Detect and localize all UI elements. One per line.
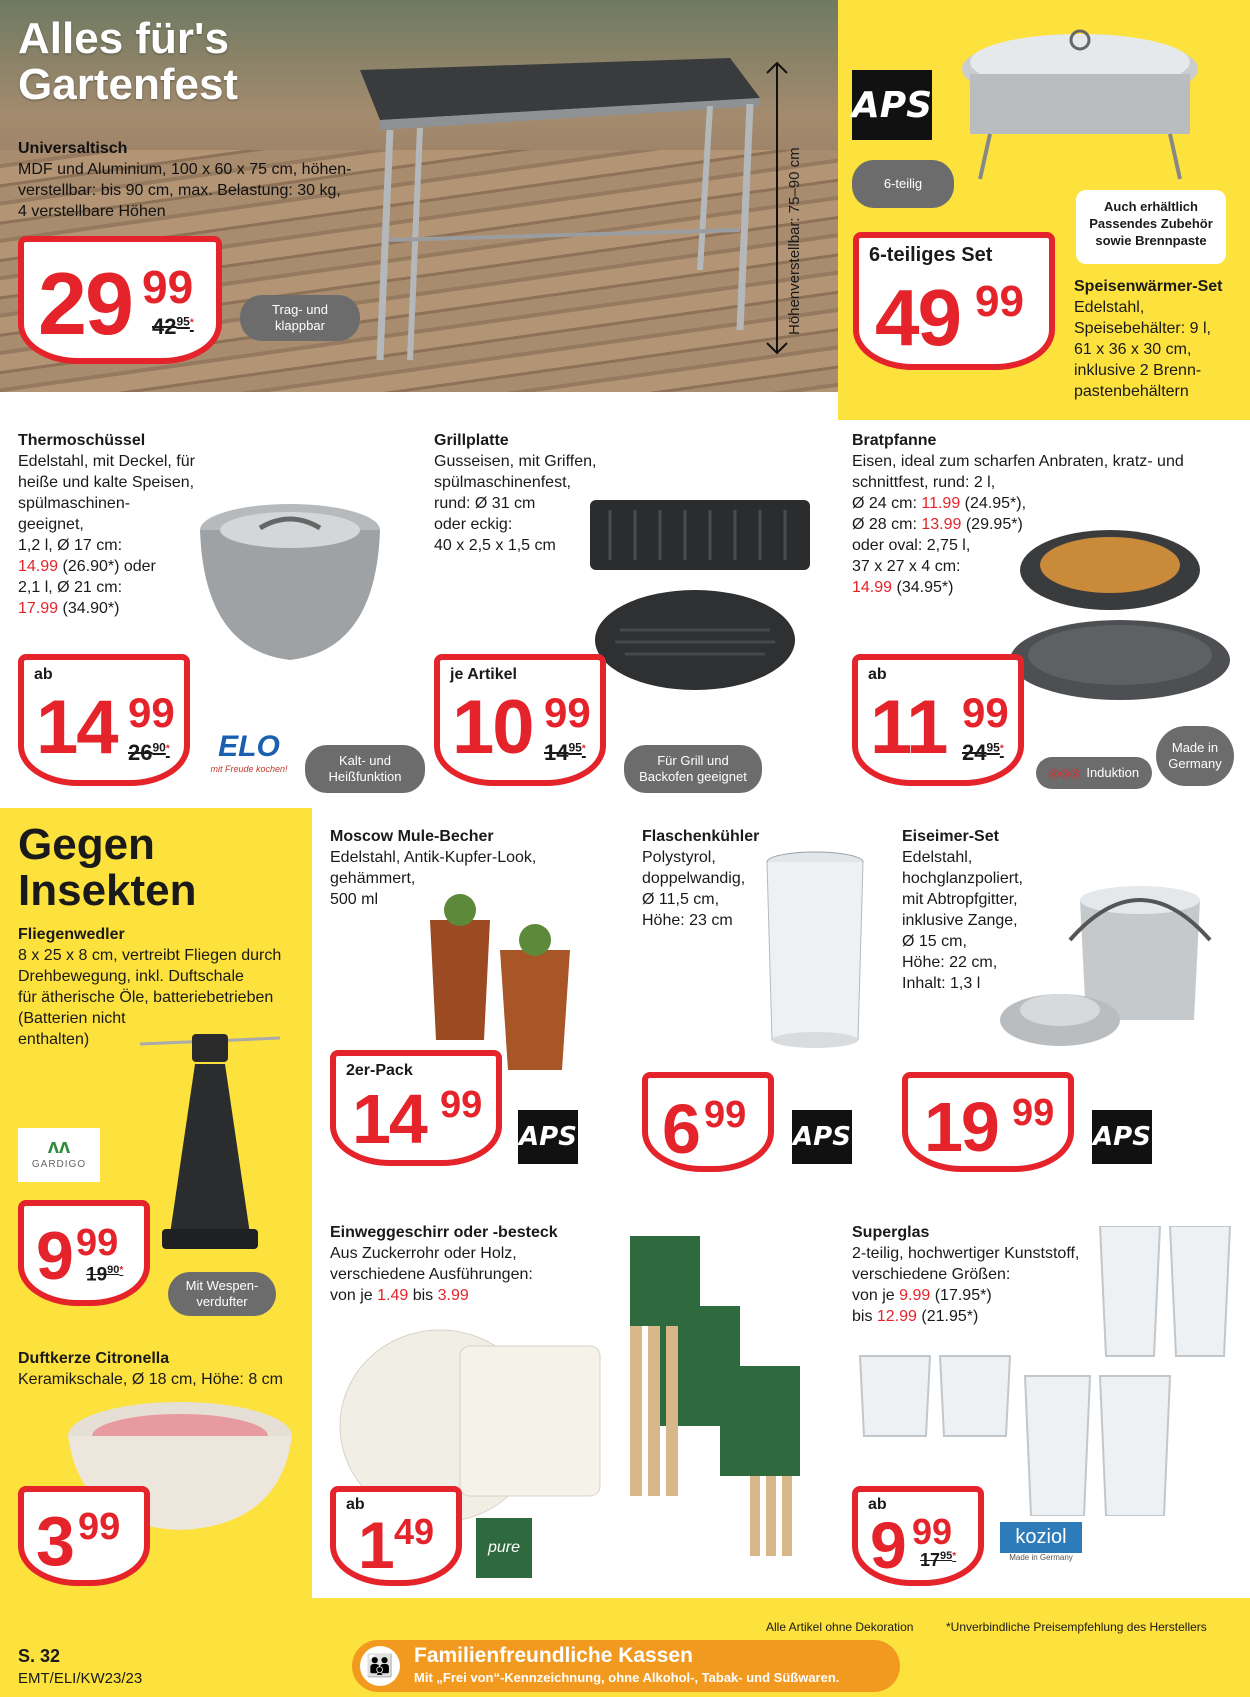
price-cents: 99 [78,1506,121,1548]
grill-plate-image [580,480,820,700]
grill-price-box [434,654,606,786]
glass-description: Superglas 2-teilig, hochwertiger Kunststoff, verschiedene Größen: von je 9.99 (17.95*) bis 12.99 (21.95*) [852,1224,1080,1325]
grill-description: Grillplatte Gusseisen, mit Griffen, spülmaschinenfest, rund: Ø 31 cm oder eckig: 40 x 2,5 x 1,5 cm [434,432,597,554]
title-line-1: Alles für's [18,14,229,63]
badge-made-in-germany: Made in Germany [1156,726,1234,786]
price-cents: 99 [544,689,591,736]
insects-price-box [18,1200,150,1306]
price-main: 6 [662,1090,699,1168]
price-main: 9 [36,1218,72,1294]
disposable-description: Einweggeschirr oder -besteck Aus Zuckerrohr oder Holz, verschiedene Ausführungen: von je 1.49 bis 3.99 [330,1224,558,1304]
badge-hot-cold: Kalt- und Heißfunktion [305,745,425,793]
disposable-price-box [330,1486,462,1586]
accessory-note: Auch erhältlich Passendes Zubehör sowie Brennpaste [1076,190,1226,264]
table-name: Universaltisch [18,140,128,157]
frying-pan-image [1000,510,1240,710]
old-price: $24^{95*}$ [962,740,1004,765]
badge-grill-oven: Für Grill und Backofen geeignet [624,745,762,793]
price-cents: 99 [142,261,194,313]
insects-description: Fliegenwedler 8 x 25 x 8 cm, vertreibt Fliegen durch Drehbewegung, inkl. Duftschale für ätherische Öle, batteriebetrieben (Batterien nicht enthalten) [18,926,282,1048]
glass-price-box [852,1486,984,1586]
table-image [330,40,770,370]
family-icon: 👪 [360,1646,400,1686]
price-cents: 99 [128,689,175,736]
bowl-description: Thermoschüssel Edelstahl, mit Deckel, für heiße und kalte Speisen, spülmaschinen- geeignet, 1,2 l, Ø 17 cm: 14.99 (26.90*) oder 2,1 l, Ø 21 cm: 17.99 (34.90*) [18,432,195,617]
gardigo-icon: ᴧᴧ [47,1136,71,1158]
old-price: $19^{90*}$ [86,1264,124,1286]
koziol-logo: koziol Made in Germany [1000,1522,1082,1578]
ab-label: ab [868,666,887,683]
price-main: 1 [358,1508,393,1582]
ice-description: Eiseimer-Set Edelstahl, hochglanzpoliert, mit Abtropfgitter, inklusive Zange, Ø 15 cm, Höhe: 22 cm, Inhalt: 1,3 l [902,828,1023,992]
table-description [18,138,352,222]
page-number: S. 32 [18,1646,61,1666]
candle-description: Duftkerze Citronella Keramikschale, Ø 18 cm, Höhe: 8 cm [18,1350,283,1388]
bowl-price-box [18,654,190,786]
pan-price-box [852,654,1024,786]
price-cents: 99 [704,1094,747,1136]
price-main: 14 [36,685,117,770]
ice-bucket-image [990,870,1230,1060]
table-desc-line: verstellbar: bis 90 cm, max. Belastung: 30 kg, [18,182,341,199]
checkout-banner [352,1640,900,1692]
pack-label: 2er-Pack [346,1062,413,1079]
price-cents: 99 [962,689,1009,736]
old-price: $26^{90*}$ [128,740,170,765]
price-main: 29 [38,254,132,353]
price-note: *Unverbindliche Preisempfehlung des Herstellers [946,1620,1207,1634]
ab-label: ab [346,1496,365,1513]
aps-logo: APS [852,70,932,140]
price-main: 11 [870,685,947,770]
decoration-note: Alle Artikel ohne Dekoration [766,1620,914,1634]
table-desc-line: 4 verstellbare Höhen [18,203,166,220]
pan-description: Bratpfanne Eisen, ideal zum scharfen Anbraten, kratz- und schnittfest, rund: 2 l, Ø 24 cm: 11.99 (24.95*), Ø 28 cm: 13.99 (29.95*) oder oval: 2,75 l, 37 x 27 x 4 cm: 14.99 (34.95*) [852,432,1184,596]
badge-induction: ◎◎◎ Induktion [1036,757,1152,789]
insects-title: Gegen Insekten [18,820,197,915]
price-main: 10 [452,685,533,770]
ab-label: ab [868,1496,887,1513]
banner-title: Familienfreundliche Kassen [414,1644,693,1667]
title-line-2: Gartenfest [18,60,239,109]
old-price: $17^{95*}$ [920,1550,957,1570]
price-main: 14 [352,1080,426,1158]
warmer-price-box [853,232,1055,370]
superglass-image [850,1226,1240,1516]
candle-price-box [18,1486,150,1586]
aps-logo: APS [792,1110,852,1164]
price-cents: 49 [394,1511,435,1552]
elo-logo: ELO mit Freude kochen! [210,730,288,774]
table-desc-line: MDF und Aluminium, 100 x 60 x 75 cm, höhen- [18,161,352,178]
pure-logo: pure [476,1518,532,1578]
old-price: $14^{95*}$ [544,740,586,765]
ice-price-box [902,1072,1074,1172]
thermo-bowl-image [190,490,390,670]
price-cents: 99 [76,1222,119,1264]
old-price: $42^{95*}$ [152,314,194,339]
aps-logo: APS [518,1110,578,1164]
fly-repeller-image [140,1024,280,1254]
cooler-description: Flaschenkühler Polystyrol, doppelwandig, Ø 11,5 cm, Höhe: 23 cm [642,828,760,929]
price-cents: 99 [1012,1092,1055,1134]
price-main: 49 [875,273,960,362]
je-artikel-label: je Artikel [450,666,517,683]
warmer-description: Speisenwärmer-Set Edelstahl, Speisebehälter: 9 l, 61 x 36 x 30 cm, inklusive 2 Brenn- pastenbehältern [1074,278,1223,400]
gardigo-logo: ᴧᴧ GARDIGO [18,1128,100,1182]
bottle-cooler-image [760,850,870,1050]
price-cents: 99 [912,1511,953,1552]
set-label: 6-teiliges Set [869,244,993,266]
mule-price-box [330,1050,502,1166]
price-main: 9 [870,1508,905,1582]
table-price-box [18,236,222,364]
price-cents: 99 [975,277,1024,326]
induction-icon: ◎◎◎ [1048,766,1081,780]
aps-logo: APS [1092,1110,1152,1164]
ab-label: ab [34,666,53,683]
banner-subtitle: Mit „Frei von“-Kennzeichnung, ohne Alkohol-, Tabak- und Süßwaren. [414,1670,840,1685]
edition-code: EMT/ELI/KW23/23 [18,1670,143,1687]
price-main: 3 [36,1502,73,1580]
pill-6-teilig: 6-teilig [852,160,954,208]
badge-wasp: Mit Wespen- verdufter [168,1272,276,1316]
page-title [18,16,238,108]
chafing-dish-image [950,14,1210,184]
cooler-price-box [642,1072,774,1172]
price-main: 19 [924,1088,998,1166]
mule-description: Moscow Mule-Becher Edelstahl, Antik-Kupfer-Look, gehämmert, 500 ml [330,828,537,908]
badge-foldable: Trag- und klappbar [240,295,360,341]
price-cents: 99 [440,1084,483,1126]
